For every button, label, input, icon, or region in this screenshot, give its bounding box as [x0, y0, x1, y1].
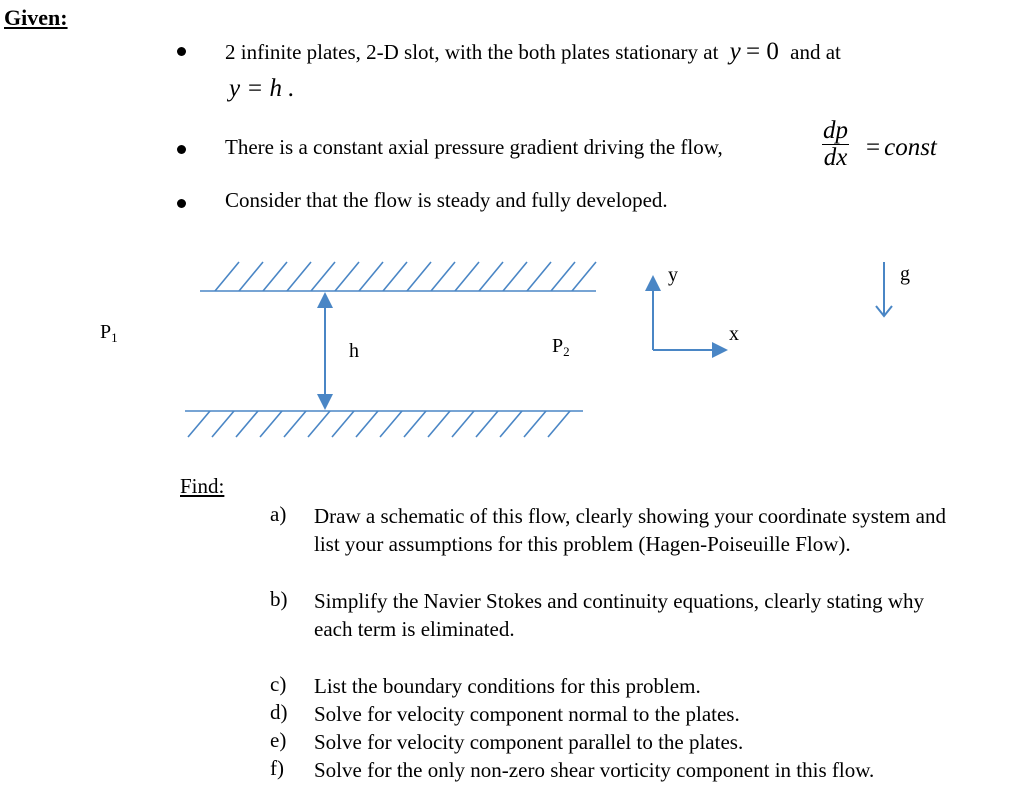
pressure-gradient-fraction — [822, 118, 849, 171]
task-d-letter: d) — [270, 700, 288, 724]
rhs-equals: = — [866, 134, 881, 161]
bullet-dot-1 — [177, 47, 186, 56]
p2-main: P — [552, 335, 564, 357]
task-a-text: Draw a schematic of this flow, clearly showing your coordinate system and list your assumptions for this problem (Hagen-Poiseuille Flow). — [314, 504, 946, 556]
task-e-text: Solve for velocity component parallel to the plates. — [314, 730, 744, 754]
bullet-1-math-y: y — [729, 38, 741, 65]
task-d-text: Solve for velocity component normal to the plates. — [314, 702, 740, 726]
p1-subscript: 1 — [111, 330, 118, 345]
bullet-dot-3 — [177, 199, 186, 208]
p2-label — [552, 335, 570, 360]
task-f-text: Solve for the only non-zero shear vorticity component in this flow. — [314, 758, 875, 782]
bullet-1-line-2: y = h . — [229, 75, 295, 102]
task-e-letter: e) — [270, 728, 287, 752]
gravity-label: g — [900, 263, 910, 285]
x-axis-label: x — [729, 323, 739, 345]
dpdx-fraction — [822, 118, 849, 171]
bullet-1-text-b: and at — [790, 40, 841, 64]
pressure-gradient-rhs — [866, 134, 937, 162]
bullet-3-text: Consider that the flow is steady and fully developed. — [225, 188, 668, 212]
given-heading: Given: — [4, 5, 68, 30]
top-plate — [200, 262, 596, 291]
task-c-letter: c) — [270, 672, 287, 696]
bottom-plate — [185, 411, 583, 437]
p2-subscript: 2 — [563, 344, 570, 359]
bullet-2-text: There is a constant axial pressure gradient driving the flow, — [225, 135, 723, 159]
rhs-const: const — [884, 134, 937, 161]
bullet-1-text-a: 2 infinite plates, 2-D slot, with the both plates stationary at — [225, 40, 719, 64]
task-b-text: Simplify the Navier Stokes and continuity equations, clearly stating why each term is eliminated. — [314, 589, 925, 641]
task-c-text: List the boundary conditions for this problem. — [314, 674, 701, 698]
bullet-dot-2 — [177, 145, 186, 154]
find-label: Find: — [180, 474, 225, 498]
task-a-letter: a) — [270, 502, 287, 526]
p1-main: P — [100, 321, 112, 343]
fraction-denominator: dx — [823, 144, 848, 171]
bullet-1-line-1 — [225, 38, 841, 66]
task-b-letter: b) — [270, 587, 288, 611]
flow-diagram — [0, 250, 1024, 450]
task-f-letter: f) — [270, 756, 284, 780]
y-axis-label: y — [668, 264, 678, 286]
p1-label — [100, 321, 118, 346]
bullet-1-math-eq: = 0 — [746, 38, 779, 65]
h-label: h — [349, 340, 359, 362]
fraction-numerator: dp — [823, 117, 848, 144]
gravity-arrow — [876, 262, 892, 316]
